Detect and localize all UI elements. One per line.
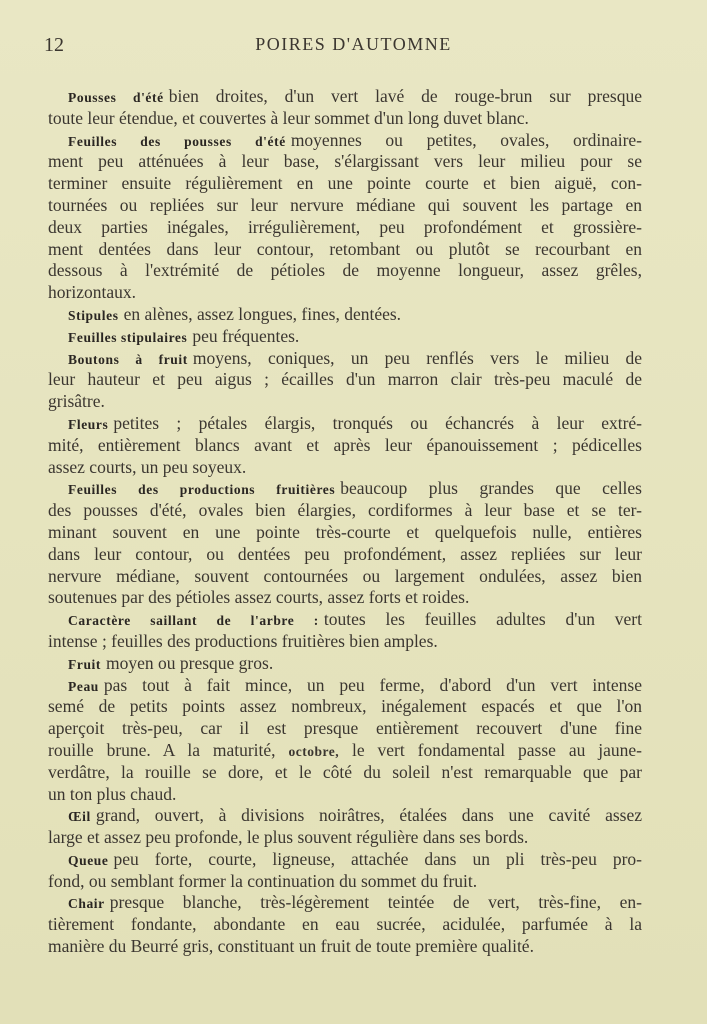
- text-line: [48, 413, 642, 435]
- description-paragraph: [48, 805, 642, 849]
- paragraph-label: Feuilles stipulaires: [68, 329, 188, 345]
- description-paragraph: [48, 609, 642, 653]
- description-paragraph: [48, 478, 642, 609]
- description-paragraph: [48, 304, 642, 326]
- line-text: dans leur contour, ou dentées peu profondément, assez repliées sur leur: [48, 543, 642, 564]
- description-paragraph: [48, 86, 642, 130]
- text-line: [48, 348, 642, 370]
- paragraph-label: Fleurs: [68, 416, 109, 432]
- text-line: [48, 151, 642, 173]
- text-line: [48, 108, 642, 130]
- text-line: [48, 871, 642, 893]
- paragraph-label: Caractère saillant de l'arbre :: [68, 613, 319, 629]
- text-line: [48, 282, 642, 304]
- text-line: [48, 653, 642, 675]
- text-line: [48, 914, 642, 936]
- line-text: semé de petits points assez nombreux, inégalement espacés et que l'on: [48, 696, 642, 717]
- text-line: [48, 500, 642, 522]
- line-text: tièrement fondante, abondante en eau sucrée, acidulée, parfumée à la: [48, 914, 642, 935]
- line-text: tournées ou repliées sur leur nervure médiane qui souvent les partage en: [48, 194, 642, 215]
- line-fragment: le vert fondamental passe au jaune-: [339, 739, 642, 760]
- line-text: dessous à l'extrémité de pétioles de moyenne longueur, assez grêles,: [48, 260, 642, 281]
- paragraph-label: Pousses d'été: [68, 90, 164, 105]
- line-text: minant souvent en une pointe très-courte et quelquefois nulle, entières: [48, 521, 642, 542]
- text-line: [48, 130, 642, 152]
- text-line: [48, 260, 642, 282]
- line-text: soutenues par des pétioles assez courts, assez forts et roides.: [48, 587, 470, 608]
- text-line: [48, 892, 642, 914]
- line-text: assez courts, un peu soyeux.: [48, 456, 247, 477]
- line-text: un ton plus chaud.: [48, 783, 177, 804]
- line-text: petites ; pétales élargis, tronqués ou échancrés à leur extré-: [113, 412, 642, 433]
- text-line: [48, 784, 642, 806]
- description-paragraph: [48, 326, 642, 348]
- line-text: moyen ou presque gros.: [106, 652, 274, 673]
- text-line: [48, 740, 642, 762]
- text-line: [48, 217, 642, 239]
- line-text: deux parties inégales, irrégulièrement, peu profondément et grossière-: [48, 216, 642, 237]
- text-line: [48, 86, 642, 108]
- description-paragraph: [48, 130, 642, 304]
- text-line: [48, 522, 642, 544]
- line-text: moyennes ou petites, ovales, ordinaire-: [290, 129, 642, 150]
- line-text: aperçoit très-peu, car il est presque entièrement recouvert d'une fine: [48, 718, 642, 739]
- text-line: [48, 631, 642, 653]
- text-line: [48, 239, 642, 261]
- text-line: [48, 195, 642, 217]
- text-line: [48, 173, 642, 195]
- line-text: fond, ou semblant former la continuation du sommet du fruit.: [48, 870, 478, 891]
- text-line: [48, 827, 642, 849]
- line-text: peu fréquentes.: [192, 325, 300, 346]
- paragraph-label: Fruit: [68, 656, 101, 672]
- text-line: [48, 478, 642, 500]
- line-text: leur hauteur et peu aigus ; écailles d'un marron clair très-peu maculé de: [48, 369, 642, 390]
- text-line: [48, 762, 642, 784]
- running-title: POIRES D'AUTOMNE: [255, 34, 452, 54]
- paragraph-label: Boutons à fruit: [68, 351, 188, 367]
- text-line: [48, 326, 642, 348]
- paragraph-label: Stipules: [68, 307, 119, 323]
- line-text: presque blanche, très-légèrement teintée de vert, très-fine, en-: [109, 892, 642, 913]
- line-text: des pousses d'été, ovales bien élargies, cordiformes à leur base et se ter-: [48, 500, 642, 521]
- line-text: toutes les feuilles adultes d'un vert: [323, 609, 642, 630]
- description-paragraph: [48, 348, 642, 413]
- description-paragraph: [48, 413, 642, 478]
- line-text: nervure médiane, souvent contournées ou largement ondulées, assez bien: [48, 565, 642, 586]
- text-line: [48, 544, 642, 566]
- line-text: terminer ensuite régulièrement en une pointe courte et bien aiguë, con-: [48, 173, 642, 194]
- line-text: toute leur étendue, et couvertes à leur sommet d'un long duvet blanc.: [48, 107, 529, 128]
- line-text: pas tout à fait mince, un peu ferme, d'abord d'un vert intense: [103, 674, 642, 695]
- text-line: [48, 587, 642, 609]
- line-text: ment peu atténuées à leur base, s'élargissant vers leur milieu pour se: [48, 151, 642, 172]
- line-text: mité, entièrement blancs avant et après leur épanouissement ; pédicelles: [48, 434, 642, 455]
- text-line: [48, 435, 642, 457]
- line-text: verdâtre, la rouille se dore, et le côté du soleil n'est remarquable que par: [48, 761, 642, 782]
- text-line: [48, 849, 642, 871]
- text-line: [48, 566, 642, 588]
- line-text: peu forte, courte, ligneuse, attachée dans un pli très-peu pro-: [113, 848, 642, 869]
- description-paragraph: [48, 892, 642, 957]
- line-text: grand, ouvert, à divisions noirâtres, étalées dans une cavité assez: [95, 805, 642, 826]
- description-paragraph: [48, 675, 642, 806]
- paragraph-label: Œil: [68, 809, 91, 825]
- text-line: [48, 391, 642, 413]
- inline-emphasis: octobre,: [288, 743, 340, 759]
- description-paragraph: [48, 849, 642, 893]
- line-text: moyens, coniques, un peu renflés vers le milieu de: [192, 347, 643, 368]
- paragraph-label: Queue: [68, 852, 109, 868]
- line-text: ment dentées dans leur contour, retombant ou plutôt se recourbant en: [48, 238, 642, 259]
- paragraph-label: Chair: [68, 896, 105, 912]
- line-text: bien droites, d'un vert lavé de rouge-brun sur presque: [168, 86, 643, 106]
- line-text: beaucoup plus grandes que celles: [340, 478, 642, 499]
- page-number: 12: [44, 34, 64, 56]
- paragraph-label: Feuilles des pousses d'été: [68, 133, 286, 149]
- line-text: en alènes, assez longues, fines, dentées.: [123, 303, 402, 324]
- line-text: manière du Beurré gris, constituant un fruit de toute première qualité.: [48, 936, 534, 957]
- text-line: [48, 805, 642, 827]
- text-line: [48, 936, 642, 958]
- description-paragraph: [48, 653, 642, 675]
- text-line: [48, 718, 642, 740]
- line-text: intense ; feuilles des productions fruitières bien amples.: [48, 630, 438, 651]
- line-text: large et assez peu profonde, le plus souvent régulière dans ses bords.: [48, 827, 529, 848]
- line-text: horizontaux.: [48, 282, 136, 303]
- line-text: [48, 740, 642, 760]
- paragraph-label: Peau: [68, 678, 99, 694]
- text-line: [48, 369, 642, 391]
- line-fragment: rouille brune. A la maturité,: [48, 739, 289, 760]
- line-text: grisâtre.: [48, 391, 105, 412]
- paragraph-label: Feuilles des productions fruitières: [68, 482, 336, 498]
- text-line: [48, 609, 642, 631]
- text-line: [48, 696, 642, 718]
- text-line: [48, 457, 642, 479]
- page-body: [48, 86, 642, 958]
- text-line: [48, 675, 642, 697]
- text-line: [48, 304, 642, 326]
